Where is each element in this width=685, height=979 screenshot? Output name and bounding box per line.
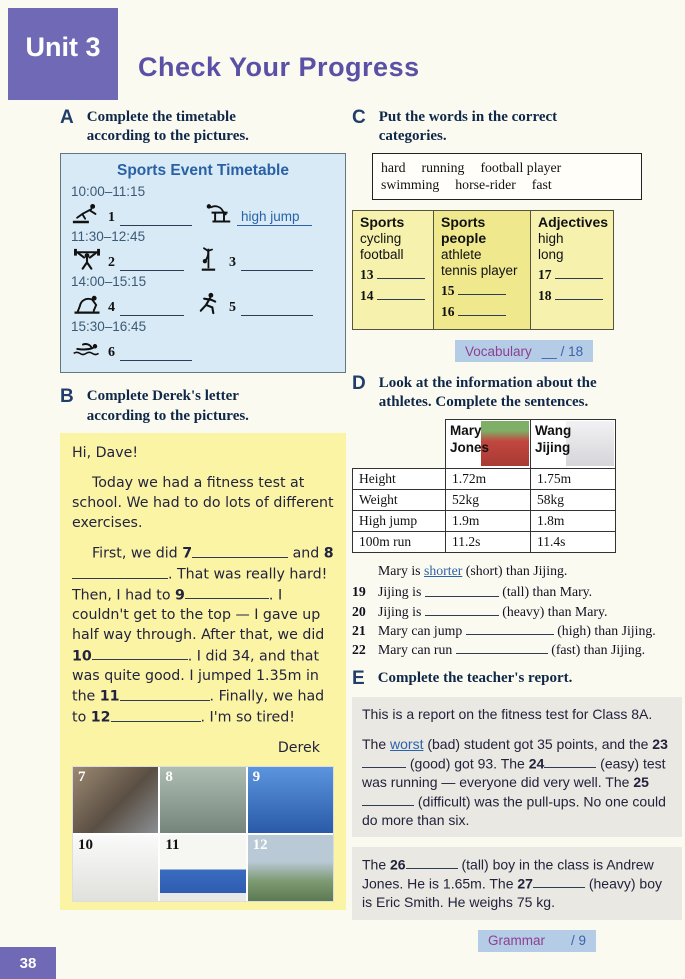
pole-vault-icon <box>192 246 224 271</box>
section-c-label: C <box>352 107 366 128</box>
word: fast <box>531 177 552 193</box>
table-row <box>353 511 616 532</box>
numbered-blank: 17 <box>538 265 606 283</box>
row-label: High jump <box>353 511 446 532</box>
badge-label: Vocabulary <box>465 343 532 359</box>
timetable-row <box>71 246 335 271</box>
photo-running <box>248 835 333 901</box>
word: hard <box>381 160 406 176</box>
sports-event-timetable <box>60 153 346 373</box>
word-bank-line <box>381 160 633 176</box>
letter-signature: Derek <box>277 739 320 756</box>
word: high <box>538 231 564 247</box>
photo-high-jump-mat <box>160 835 245 901</box>
left-column <box>60 108 346 910</box>
sentence-19: 19 Jijing is (tall) than Mary. <box>352 584 593 600</box>
report-paragraph: This is a report on the fitness test for Class 8A. <box>362 705 653 722</box>
mary-value: 52kg <box>446 490 531 511</box>
answer-blank <box>120 345 192 361</box>
table-row <box>353 490 616 511</box>
weightlifting-icon <box>71 246 103 271</box>
gymnastics-icon <box>71 291 103 316</box>
word: running <box>421 160 465 176</box>
table-row <box>353 532 616 553</box>
blank-number: 2 <box>108 255 115 271</box>
badge-label: Grammar <box>488 933 545 949</box>
sentence-20: 20 Jijing is (heavy) than Mary. <box>352 603 608 619</box>
section-d-heading <box>352 374 682 412</box>
athlete-name: Mary Jones <box>450 423 490 455</box>
numbered-blank: 15 <box>441 281 523 299</box>
answer-blank <box>120 300 184 316</box>
section-b-heading <box>60 387 346 425</box>
badge-score: __ / 18 <box>541 343 584 359</box>
wang-value: 11.4s <box>531 532 616 553</box>
numbered-blank: 13 <box>360 265 426 283</box>
answer-blank <box>120 255 184 271</box>
photo-number: 8 <box>165 768 173 785</box>
column-header: Adjectives <box>538 214 609 231</box>
numbered-blank: 14 <box>360 286 426 304</box>
derek-letter <box>60 433 346 910</box>
teacher-report-box-1 <box>352 697 682 837</box>
photo-number: 7 <box>78 768 86 785</box>
photo-number: 12 <box>252 836 268 853</box>
photo-number: 10 <box>78 836 93 853</box>
word: football player <box>480 160 562 176</box>
letter-greeting: Hi, Dave! <box>72 444 139 461</box>
word: cycling <box>360 231 402 247</box>
timetable-row <box>71 336 335 361</box>
photo-sit-ups <box>73 767 158 833</box>
example-sentence: Mary is shorter (short) than Jijing. <box>378 563 568 579</box>
timetable-row <box>71 291 335 316</box>
page-title: Check Your Progress <box>138 52 420 82</box>
unit-badge <box>8 8 118 100</box>
sentence-22: 22 Mary can run (fast) than Jijing. <box>352 641 646 657</box>
grammar-score-badge <box>478 930 596 952</box>
timetable-title: Sports Event Timetable <box>117 162 289 180</box>
report-paragraph: The worst (bad) student got 35 points, and the 23 (good) got 93. The 24 (easy) test was running — everyone did very well. The 25 (difficult) was the pull-ups. No one could do more than six. <box>362 736 668 828</box>
sports-column <box>353 211 433 329</box>
blank-number: 6 <box>108 345 115 361</box>
exercise-photo-grid <box>72 766 334 902</box>
word: football <box>360 247 404 263</box>
section-e-label: E <box>352 667 365 689</box>
word: horse-rider <box>455 177 516 193</box>
high-jump-icon <box>200 201 232 226</box>
row-label: Height <box>353 469 446 490</box>
section-b-label: B <box>60 386 74 408</box>
adjectives-column <box>531 211 613 329</box>
photo-number: 11 <box>165 836 180 853</box>
section-c-heading <box>352 108 682 146</box>
numbered-blank: 18 <box>538 286 606 304</box>
timetable-time: 15:30–16:45 <box>71 319 147 335</box>
unit-label: Unit 3 <box>25 32 101 62</box>
row-label: Weight <box>353 490 446 511</box>
blank-number: 1 <box>108 210 115 226</box>
running-icon <box>192 291 224 316</box>
example-answer: high jump <box>237 209 312 226</box>
section-b-instruction: Complete Derek's letter according to the pictures. <box>86 388 249 424</box>
word: long <box>538 247 564 263</box>
section-e-instruction: Complete the teacher's report. <box>377 669 573 686</box>
page-number: 38 <box>0 947 56 979</box>
section-d-instruction: Look at the information about the athletes. Complete the sentences. <box>378 375 597 411</box>
timetable-time: 11:30–12:45 <box>71 229 146 245</box>
timetable-time: 10:00–11:15 <box>71 184 146 200</box>
athletes-table <box>352 419 616 553</box>
sports-people-column <box>433 211 531 329</box>
blank-number: 4 <box>108 300 115 316</box>
athlete-name: Wang Jijing <box>535 423 572 455</box>
word: athlete <box>441 247 482 263</box>
table-header-row <box>353 420 616 469</box>
answer-blank <box>120 210 192 226</box>
word-bank <box>372 153 642 200</box>
badge-score: / 9 <box>571 933 587 949</box>
right-column <box>352 108 682 952</box>
timetable-row <box>71 201 335 226</box>
column-header: Sports people <box>441 214 487 247</box>
swimming-icon <box>71 336 103 361</box>
mary-value: 1.9m <box>446 511 531 532</box>
column-header: Sports <box>360 214 405 231</box>
photo-push-ups <box>73 835 158 901</box>
report-paragraph: The 26 (tall) boy in the class is Andrew Jones. He is 1.65m. The 27 (heavy) boy is Eric Smith. He weighs 75 kg. <box>362 856 662 910</box>
mary-value: 11.2s <box>446 532 531 553</box>
sentence-21: 21 Mary can jump (high) than Jijing. <box>352 622 656 638</box>
photo-rope-climbing <box>248 767 333 833</box>
row-label: 100m run <box>353 532 446 553</box>
categories-table <box>352 210 614 330</box>
comparison-sentences <box>352 561 672 659</box>
vocabulary-score-badge <box>455 340 593 362</box>
section-a-instruction: Complete the timetable according to the pictures. <box>86 109 249 145</box>
section-d-label: D <box>352 373 366 394</box>
word-bank-line <box>381 177 633 193</box>
section-e-heading <box>352 669 682 690</box>
letter-paragraph: Today we had a fitness test at school. We had to do lots of different exercises. <box>72 474 334 532</box>
numbered-blank: 16 <box>441 302 523 320</box>
letter-paragraph: First, we did 7 and 8. That was really hard! Then, I had to 9 . I couldn't get to the top — I gave up half way through. After that, we did 10 . I did 34, and that was quite good. I jumped 1.35m in the 11 . Finally, we had to 12 . I'm so tired! <box>72 543 334 727</box>
section-a-heading <box>60 108 346 146</box>
timetable-time: 14:00–15:15 <box>71 274 147 290</box>
wang-value: 1.75m <box>531 469 616 490</box>
mary-value: 1.72m <box>446 469 531 490</box>
teacher-report-box-2 <box>352 847 682 919</box>
table-row <box>353 469 616 490</box>
photo-number: 9 <box>252 768 261 785</box>
section-c-instruction: Put the words in the correct categories. <box>378 109 558 145</box>
wang-value: 1.8m <box>531 511 616 532</box>
long-jump-icon <box>71 201 103 226</box>
blank-number: 5 <box>229 300 236 316</box>
wang-value: 58kg <box>531 490 616 511</box>
word: tennis player <box>441 263 518 279</box>
photo-pull-ups <box>160 767 245 833</box>
answer-blank <box>241 300 313 316</box>
section-a-label: A <box>60 107 74 128</box>
answer-blank <box>241 255 313 271</box>
word: swimming <box>381 177 440 193</box>
blank-number: 3 <box>229 255 236 271</box>
